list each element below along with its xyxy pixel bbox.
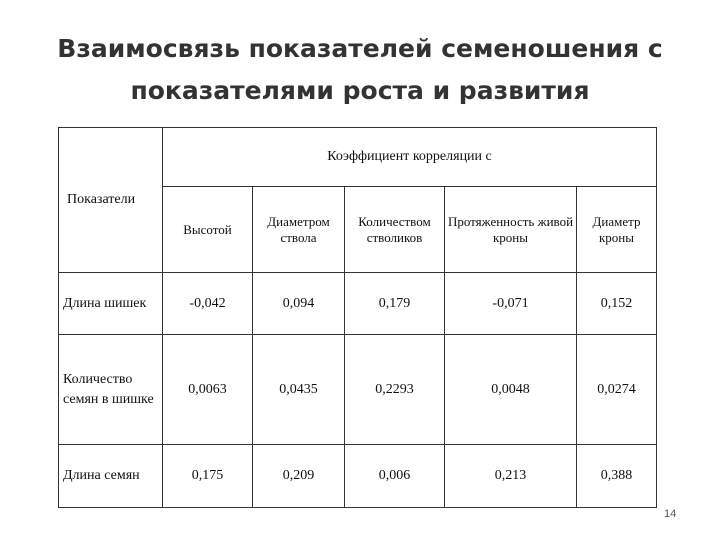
table-cell: -0,042 [163,273,253,335]
table-row [59,445,657,508]
table-row [59,273,657,335]
table-cell: 0,179 [345,273,445,335]
table-cell: 0,0435 [253,335,345,445]
slide-title-line-2: показателями роста и развития [130,76,590,105]
table-cell: 0,094 [253,273,345,335]
table-cell: 0,209 [253,445,345,508]
table-cell: 0,0063 [163,335,253,445]
row-label: Длина семян [59,445,163,508]
table-cell: 0,2293 [345,335,445,445]
correlation-table [58,127,657,508]
column-header-crown-diameter: Диаметр кроны [577,187,657,273]
table-cell: 0,388 [577,445,657,508]
table-cell: 0,0048 [445,335,577,445]
table-cell: -0,071 [445,273,577,335]
table-cell: 0,175 [163,445,253,508]
row-label: Длина шишек [59,273,163,335]
group-header [163,128,657,187]
table-row [59,335,657,445]
slide-title-line-1: Взаимосвязь показателей семеношения с [57,34,663,63]
column-header-stem-count: Количеством стволиков [345,187,445,273]
group-header-label: Коэффициент корреляции с [327,149,492,164]
table-cell: 0,0274 [577,335,657,445]
corner-header [59,128,163,273]
table-cell: 0,152 [577,273,657,335]
column-header-live-crown-length: Протяженность живой кроны [445,187,577,273]
corner-header-label: Показатели [67,192,136,207]
page-number: 14 [664,508,677,520]
table-cell: 0,006 [345,445,445,508]
row-label: Количество семян в шишке [59,335,163,445]
column-header-trunk-diameter: Диаметром ствола [253,187,345,273]
column-header-height: Высотой [163,187,253,273]
table-cell: 0,213 [445,445,577,508]
slide-title [0,28,720,112]
